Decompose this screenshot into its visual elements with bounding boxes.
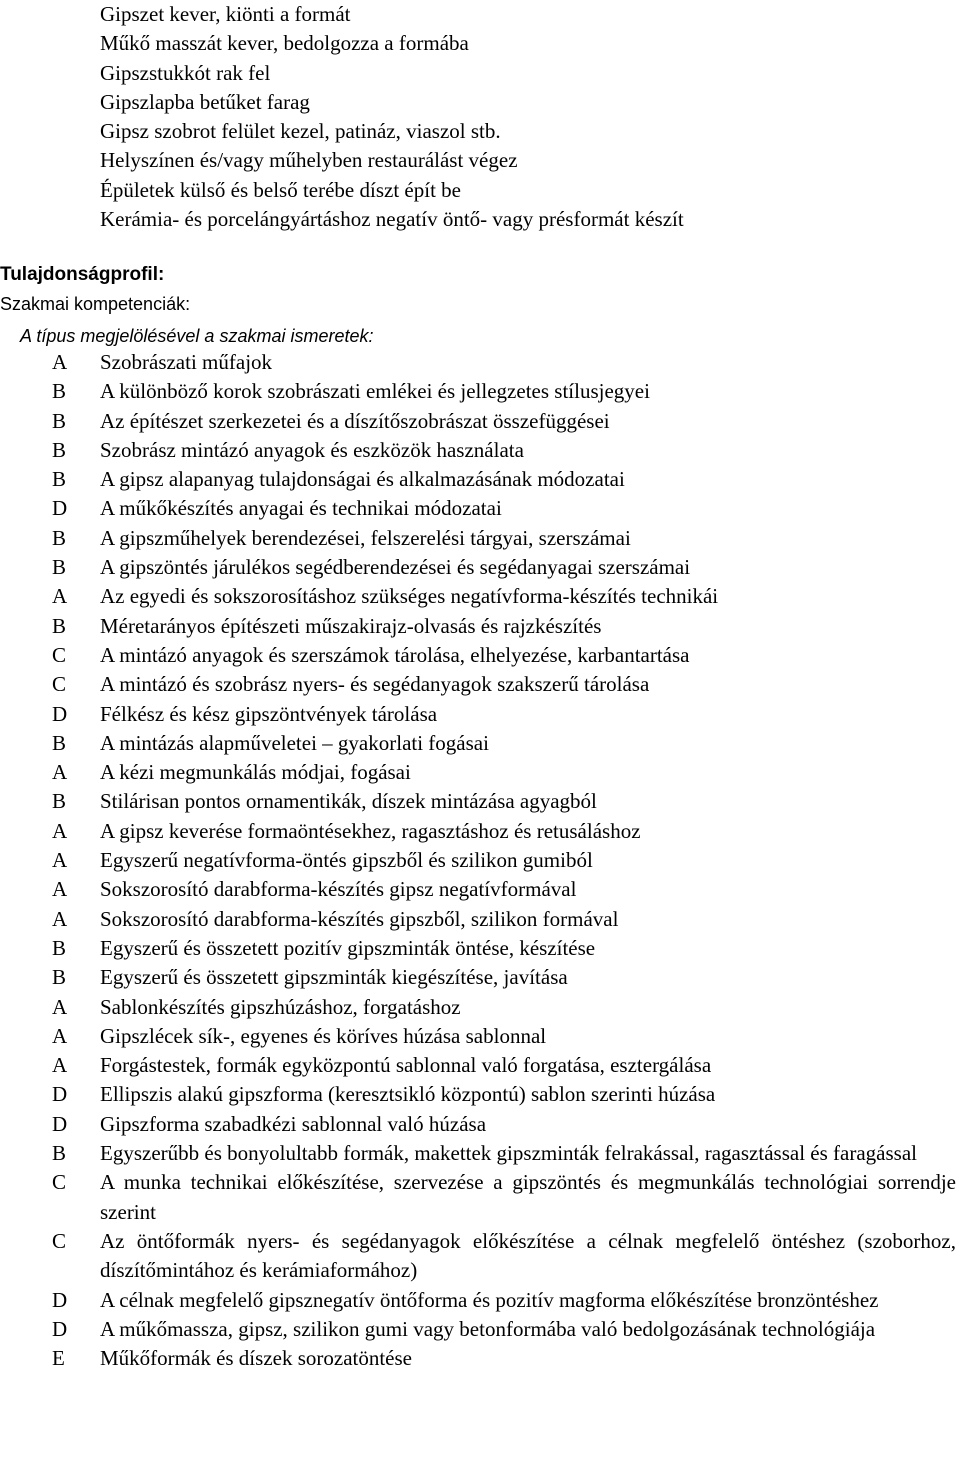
list-item bbox=[0, 582, 960, 611]
list-item bbox=[0, 612, 960, 641]
type-code: A bbox=[52, 877, 68, 902]
list-item bbox=[0, 905, 960, 934]
item-text: Egyszerű negatívforma-öntés gipszből és szilikon gumiból bbox=[100, 848, 593, 873]
item-text: Szobrászati műfajok bbox=[100, 350, 273, 374]
item-text: Egyszerűbb és bonyolultabb formák, makettek gipszminták felrakással, ragasztással és faragással bbox=[100, 1141, 917, 1166]
list-item bbox=[0, 1139, 960, 1168]
item-text: A mintázás alapműveletei – gyakorlati fogásai bbox=[100, 730, 489, 755]
type-code: A bbox=[52, 584, 68, 609]
intro-line: Helyszínen és/vagy műhelyben restaurálást végez bbox=[100, 148, 518, 173]
intro-line: Gipszstukkót rak fel bbox=[100, 60, 271, 85]
item-text: A műkőkészítés anyagai és technikai módozatai bbox=[100, 496, 502, 521]
list-item bbox=[0, 1344, 960, 1373]
intro-line: Gipszlapba betűket farag bbox=[100, 89, 310, 114]
type-code: D bbox=[52, 496, 68, 521]
item-text: Méretarányos építészeti műszakirajz-olvasás és rajzkészítés bbox=[100, 613, 602, 638]
intro-list bbox=[100, 0, 950, 234]
item-text: A gipszöntés járulékos segédberendezései és segédanyagai szerszámai bbox=[100, 555, 691, 580]
type-code: B bbox=[52, 379, 67, 404]
list-item bbox=[0, 963, 960, 992]
item-text: Stilárisan pontos ornamentikák, díszek mintázása agyagból bbox=[100, 789, 597, 814]
type-code: B bbox=[52, 1141, 67, 1166]
type-code: B bbox=[52, 730, 67, 755]
list-item bbox=[0, 700, 960, 729]
item-text: Gipszforma szabadkézi sablonnal való húzása bbox=[100, 1111, 487, 1136]
item-text: Félkész és kész gipszöntvények tárolása bbox=[100, 701, 438, 726]
item-text: Sokszorosító darabforma-készítés gipsz negatívformával bbox=[100, 877, 577, 902]
type-code: D bbox=[52, 1111, 68, 1136]
item-text: A gipszműhelyek berendezései, felszerelési tárgyai, szerszámai bbox=[100, 525, 631, 550]
item-text: A mintázó és szobrász nyers- és segédanyagok szakszerű tárolása bbox=[100, 672, 650, 697]
item-text: A gipsz keverése formaöntésekhez, ragasztáshoz és retusáláshoz bbox=[100, 818, 641, 843]
intro-line: Műkő masszát kever, bedolgozza a formába bbox=[100, 31, 469, 56]
list-item bbox=[0, 436, 960, 465]
intro-line: Gipsz szobrot felület kezel, patináz, viaszol stb. bbox=[100, 119, 501, 144]
list-item bbox=[0, 817, 960, 846]
type-code: D bbox=[52, 1082, 68, 1107]
type-code: B bbox=[52, 613, 67, 638]
list-item bbox=[0, 846, 960, 875]
list-item bbox=[0, 377, 960, 406]
item-text: A gipsz alapanyag tulajdonságai és alkalmazásának módozatai bbox=[100, 467, 625, 492]
type-code: B bbox=[52, 965, 67, 990]
item-text: Az öntőformák nyers- és segédanyagok előkészítése a célnak megfelelő öntéshez (szoborhoz, díszítőmintához és kerámiaformához) bbox=[100, 1228, 956, 1283]
item-text: A munka technikai előkészítése, szervezése a gipszöntés és megmunkálás technológiai sorrendje szerint bbox=[100, 1170, 956, 1224]
item-text: Egyszerű és összetett pozitív gipszminták öntése, készítése bbox=[100, 935, 596, 960]
list-item bbox=[0, 1051, 960, 1080]
item-text: Sokszorosító darabforma-készítés gipszből, szilikon formával bbox=[100, 906, 619, 931]
type-code: A bbox=[52, 760, 68, 785]
type-code: C bbox=[52, 1228, 67, 1253]
item-text: Az építészet szerkezetei és a díszítőszobrászat összefüggései bbox=[100, 408, 610, 433]
item-text: Az egyedi és sokszorosításhoz szükséges negatívforma-készítés technikái bbox=[100, 584, 719, 609]
item-text: Ellipszis alakú gipszforma (keresztsikló központú) sablon szerinti húzása bbox=[100, 1082, 716, 1107]
item-text: Műkőformák és díszek sorozatöntése bbox=[100, 1346, 412, 1371]
list-item bbox=[0, 494, 960, 523]
item-text: Forgástestek, formák egyközpontú sablonnal való forgatása, esztergálása bbox=[100, 1053, 712, 1078]
type-code: B bbox=[52, 935, 67, 960]
item-text: Gipszlécek sík-, egyenes és köríves húzása sablonnal bbox=[100, 1023, 547, 1048]
list-item bbox=[0, 553, 960, 582]
list-item bbox=[0, 875, 960, 904]
type-code: E bbox=[52, 1346, 65, 1371]
list-item bbox=[0, 934, 960, 963]
list-item bbox=[0, 641, 960, 670]
list-item bbox=[0, 1315, 960, 1344]
intro-line: Gipszet kever, kiönti a formát bbox=[100, 2, 351, 26]
type-code: A bbox=[52, 1023, 68, 1048]
item-text: A kézi megmunkálás módjai, fogásai bbox=[100, 760, 411, 785]
list-item bbox=[0, 1168, 960, 1227]
list-item bbox=[0, 407, 960, 436]
list-item bbox=[0, 1080, 960, 1109]
type-code: A bbox=[52, 350, 68, 374]
item-text: A célnak megfelelő gipsznegatív öntőforma és pozitív magforma előkészítése bronzöntéshez bbox=[100, 1287, 879, 1312]
section-heading: Tulajdonságprofil: bbox=[0, 264, 165, 285]
list-item bbox=[0, 729, 960, 758]
list-item bbox=[0, 1286, 960, 1315]
section-subheading: Szakmai kompetenciák: bbox=[0, 294, 191, 314]
intro-line: Épületek külső és belső terébe díszt épít be bbox=[100, 177, 461, 202]
type-code: B bbox=[52, 789, 67, 814]
type-code: B bbox=[52, 437, 67, 462]
list-item bbox=[0, 670, 960, 699]
type-code: C bbox=[52, 672, 67, 697]
italic-caption: A típus megjelölésével a szakmai ismeretek: bbox=[20, 326, 374, 346]
type-code: C bbox=[52, 1170, 67, 1195]
type-code: C bbox=[52, 642, 67, 667]
item-text: A mintázó anyagok és szerszámok tárolása, elhelyezése, karbantartása bbox=[100, 642, 690, 667]
list-item bbox=[0, 524, 960, 553]
type-code: B bbox=[52, 525, 67, 550]
intro-line: Kerámia- és porcelángyártáshoz negatív öntő- vagy présformát készít bbox=[100, 207, 684, 232]
list-item bbox=[0, 465, 960, 494]
item-text: A különböző korok szobrászati emlékei és jellegzetes stílusjegyei bbox=[100, 379, 650, 404]
item-text: Sablonkészítés gipszhúzáshoz, forgatáshoz bbox=[100, 994, 461, 1019]
list-item bbox=[0, 787, 960, 816]
type-code: B bbox=[52, 408, 67, 433]
list-item bbox=[0, 758, 960, 787]
type-code: D bbox=[52, 1316, 68, 1341]
list-item bbox=[0, 1227, 960, 1286]
type-code: B bbox=[52, 555, 67, 580]
item-text: Egyszerű és összetett gipszminták kiegészítése, javítása bbox=[100, 965, 568, 990]
item-text: A műkőmassza, gipsz, szilikon gumi vagy betonformába való bedolgozásának technológiája bbox=[100, 1316, 876, 1341]
type-code: A bbox=[52, 1053, 68, 1078]
type-code: D bbox=[52, 1287, 68, 1312]
list-item bbox=[0, 348, 960, 377]
competency-list bbox=[0, 348, 960, 1373]
list-item bbox=[0, 1110, 960, 1139]
list-item bbox=[0, 1022, 960, 1051]
list-item bbox=[0, 993, 960, 1022]
item-text: Szobrász mintázó anyagok és eszközök használata bbox=[100, 437, 524, 462]
type-code: A bbox=[52, 906, 68, 931]
type-code: A bbox=[52, 848, 68, 873]
type-code: B bbox=[52, 467, 67, 492]
type-code: A bbox=[52, 994, 68, 1019]
type-code: D bbox=[52, 701, 68, 726]
type-code: A bbox=[52, 818, 68, 843]
